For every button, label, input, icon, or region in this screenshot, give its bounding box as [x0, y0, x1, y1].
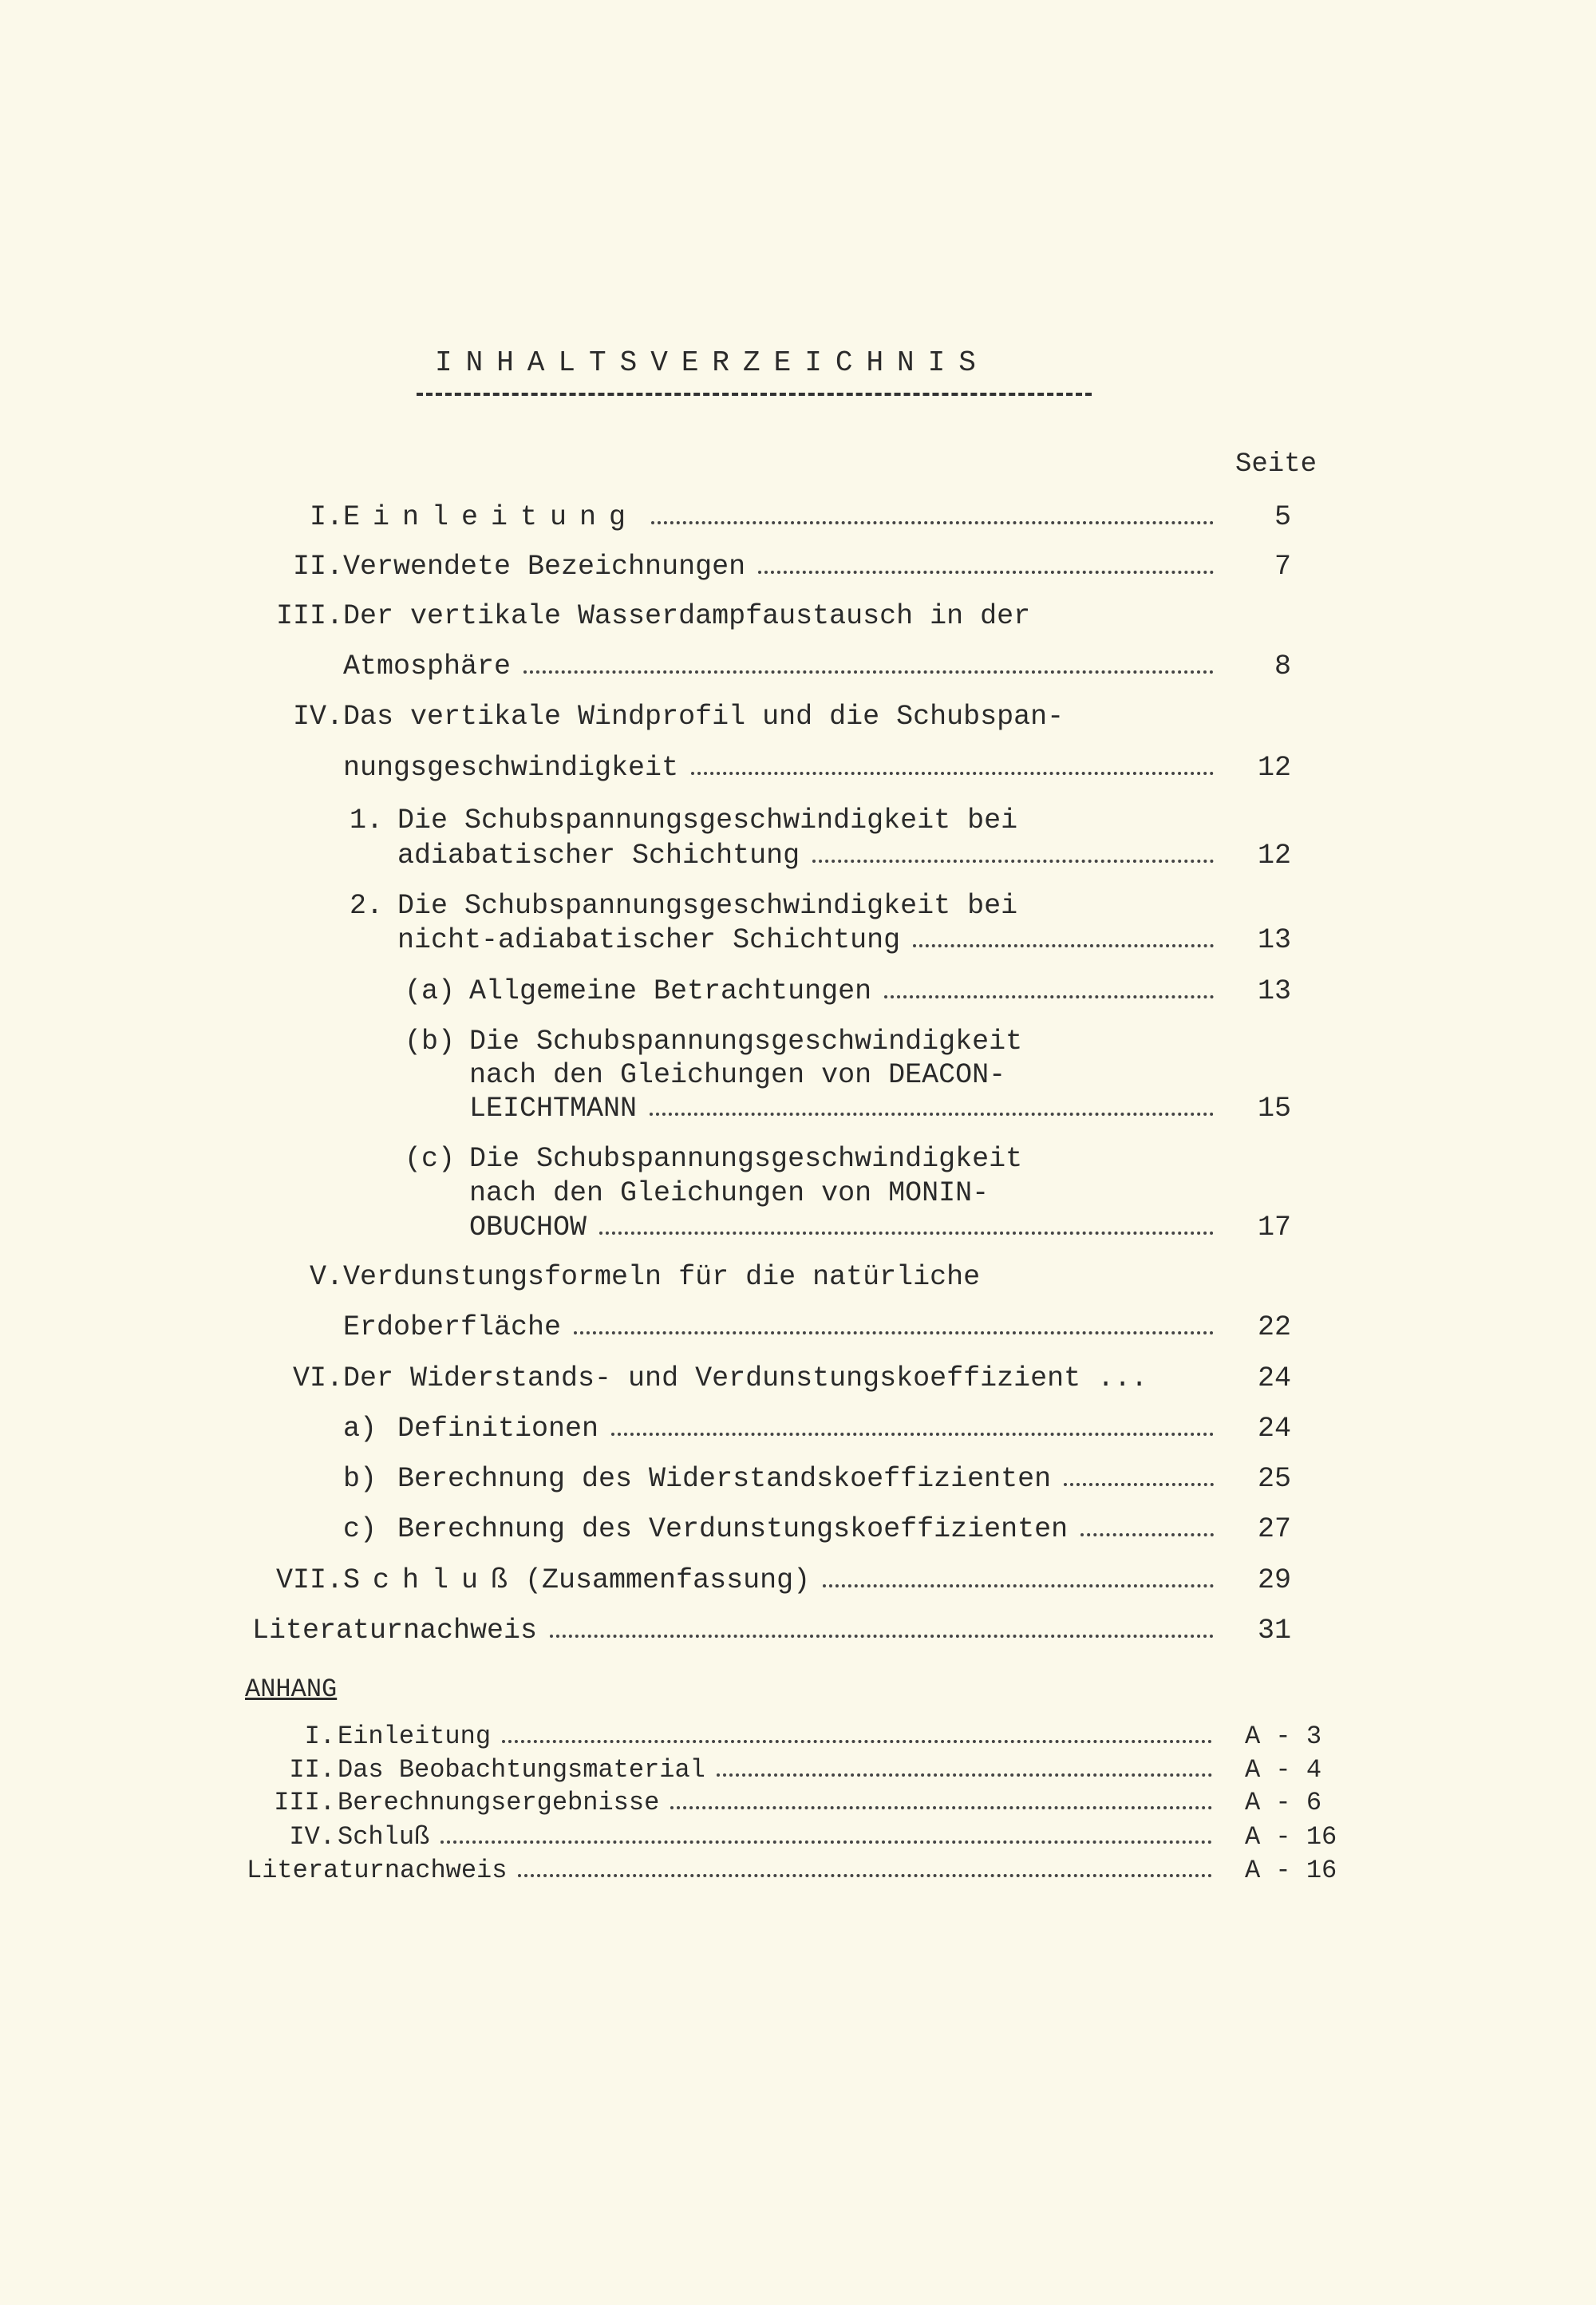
toc-number: 2. [349, 890, 383, 922]
toc-page-number: 12 [1257, 840, 1291, 872]
toc-entry-title-continued: LEICHTMANN [469, 1093, 638, 1125]
toc-page-number: 12 [1257, 752, 1291, 784]
toc-page-number: 17 [1257, 1212, 1291, 1243]
toc-page-number: 31 [1257, 1615, 1291, 1647]
toc-page-number: 13 [1257, 924, 1291, 956]
toc-page-number: 13 [1257, 975, 1291, 1007]
appendix-entry [338, 1722, 1223, 1751]
toc-entry [343, 1311, 1225, 1343]
toc-entry-title: Allgemeine Betrachtungen [469, 975, 872, 1007]
toc-entry-title: Verwendete Bezeichnungen [343, 551, 746, 583]
toc-number: VI. [292, 1362, 343, 1394]
toc-entry [252, 1615, 1225, 1647]
appendix-page-number: A - 16 [1245, 1822, 1337, 1852]
toc-entry-title-continued: nach den Gleichungen von DEACON- [469, 1059, 1006, 1091]
appendix-entry [338, 1755, 1223, 1785]
toc-entry-title-continued: nicht-adiabatischer Schichtung [397, 924, 901, 956]
appendix-number: III. [274, 1788, 335, 1817]
toc-entry-title: Die Schubspannungsgeschwindigkeit [469, 1143, 1023, 1175]
toc-entry [469, 1212, 1225, 1243]
title-underline [417, 393, 1092, 396]
toc-entry-title: Die Schubspannungsgeschwindigkeit bei [397, 890, 1018, 922]
toc-number: (c) [404, 1143, 455, 1175]
toc-entry-title: Das vertikale Windprofil und die Schubspan- [343, 701, 1065, 733]
toc-entry [397, 924, 1225, 956]
toc-entry-title-continued: Erdoberfläche [343, 1311, 562, 1343]
appendix-page-number: A - 4 [1245, 1755, 1322, 1785]
toc-entry-title: Verdunstungsformeln für die natürliche [343, 1261, 981, 1293]
toc-entry-title: Berechnung des Widerstandskoeffizienten [397, 1463, 1052, 1495]
toc-entry [397, 1463, 1225, 1495]
appendix-entry-title: Einleitung [338, 1722, 492, 1751]
appendix-page-number: A - 3 [1245, 1722, 1322, 1751]
toc-number: II. [292, 551, 343, 583]
toc-entry-title: Definitionen [397, 1413, 599, 1445]
appendix-entry-title: Literaturnachweis [247, 1856, 508, 1885]
toc-entry-title: Einleitung [343, 501, 639, 533]
toc-page-number: 5 [1274, 501, 1291, 533]
appendix-page-number: A - 6 [1245, 1788, 1322, 1817]
page-column-header: Seite [1235, 449, 1317, 480]
toc-entry-title: Der vertikale Wasserdampfaustausch in der [343, 600, 1031, 632]
toc-entry-title: Die Schubspannungsgeschwindigkeit [469, 1026, 1023, 1058]
toc-entry [343, 1564, 1225, 1596]
appendix-entry-title: Das Beobachtungsmaterial [338, 1755, 705, 1785]
toc-entry [343, 551, 1225, 583]
toc-entry [469, 1093, 1225, 1125]
appendix-page-number: A - 16 [1245, 1856, 1337, 1885]
toc-entry [397, 1513, 1225, 1545]
toc-entry-title-continued: adiabatischer Schichtung [397, 840, 800, 872]
toc-page-number: 22 [1257, 1311, 1291, 1343]
toc-entry [343, 650, 1225, 682]
toc-entry-title: Literaturnachweis [252, 1615, 538, 1647]
toc-page-number: 24 [1257, 1413, 1291, 1445]
toc-entry-title: Die Schubspannungsgeschwindigkeit bei [397, 805, 1018, 836]
toc-number: a) [343, 1413, 377, 1445]
toc-number: V. [309, 1261, 343, 1293]
toc-entry-title: Schluß [343, 1564, 521, 1596]
toc-entry-title-continued: nungsgeschwindigkeit [343, 752, 679, 784]
appendix-heading: ANHANG [245, 1674, 338, 1704]
toc-entry-title-continued: OBUCHOW [469, 1212, 587, 1243]
toc-page-number: 8 [1274, 650, 1291, 682]
toc-page-number: 29 [1257, 1564, 1291, 1596]
toc-entry-title-continued: nach den Gleichungen von MONIN- [469, 1177, 990, 1209]
appendix-entry-title: Schluß [338, 1822, 430, 1852]
toc-number: I. [309, 501, 343, 533]
page-title: INHALTSVERZEICHNIS [435, 346, 990, 379]
toc-number: IV. [292, 701, 343, 733]
toc-entry [343, 752, 1225, 784]
toc-page-number: 7 [1274, 551, 1291, 583]
toc-page-number: 27 [1257, 1513, 1291, 1545]
appendix-entry [247, 1856, 1223, 1885]
toc-number: (a) [404, 975, 455, 1007]
toc-page-number: 25 [1257, 1463, 1291, 1495]
toc-entry [469, 975, 1225, 1007]
appendix-entry-title: Berechnungsergebnisse [338, 1788, 660, 1817]
appendix-number: IV. [289, 1822, 335, 1852]
appendix-entry [338, 1788, 1223, 1817]
toc-page-number: 15 [1257, 1093, 1291, 1125]
appendix-number: I. [304, 1722, 335, 1751]
toc-number: (b) [404, 1026, 455, 1058]
toc-number: c) [343, 1513, 377, 1545]
toc-entry-title: Berechnung des Verdunstungskoeffizienten [397, 1513, 1069, 1545]
toc-entry-title-continued: Atmosphäre [343, 650, 512, 682]
toc-entry-title: Der Widerstands- und Verdunstungskoeffizient ... [343, 1362, 1148, 1394]
appendix-number: II. [289, 1755, 335, 1785]
toc-number: b) [343, 1463, 377, 1495]
toc-number: III. [275, 600, 343, 632]
toc-number: VII. [275, 1564, 343, 1596]
toc-page-number: 24 [1257, 1362, 1291, 1394]
toc-number: 1. [349, 805, 383, 836]
toc-entry-subtitle: (Zusammenfassung) [525, 1564, 811, 1596]
toc-entry [397, 1413, 1225, 1445]
appendix-entry [338, 1822, 1223, 1852]
toc-entry [343, 501, 1225, 533]
toc-entry [397, 840, 1225, 872]
